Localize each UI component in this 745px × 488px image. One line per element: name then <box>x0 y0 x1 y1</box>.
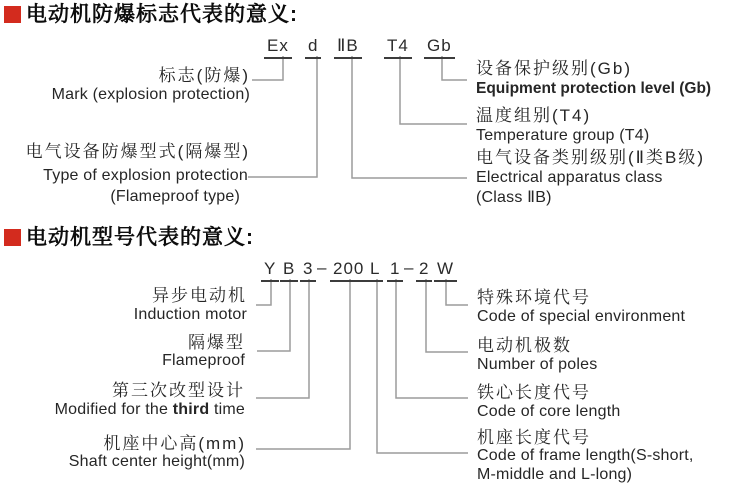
model-part-dash1: – <box>317 258 328 277</box>
label-poles-zh: 电动机极数 <box>477 336 572 355</box>
label-modified-zh: 第三次改型设计 <box>112 381 245 400</box>
label-core-en: Code of core length <box>477 403 621 420</box>
label-environment-en: Code of special environment <box>477 308 686 325</box>
code-part-gb: Gb <box>424 37 455 59</box>
model-part-200: 200 <box>330 260 367 282</box>
label-epl-en: Equipment protection level (Gb) <box>476 80 712 97</box>
label-type-zh: 电气设备防爆型式(隔爆型) <box>25 142 250 161</box>
label-class-zh: 电气设备类别级别(Ⅱ类B级) <box>476 148 706 167</box>
model-part-2: 2 <box>416 260 432 282</box>
code-part-ex: Ex <box>264 37 292 59</box>
model-part-y: Y <box>261 260 279 282</box>
label-mark-zh: 标志(防爆) <box>158 66 250 85</box>
model-part-1: 1 <box>387 260 403 282</box>
label-class-en: Electrical apparatus class <box>476 169 663 186</box>
label-flameproof-en: Flameproof <box>162 352 245 369</box>
label-temp-en: Temperature group (T4) <box>476 127 650 144</box>
label-shaft-zh: 机座中心高(mm) <box>103 434 246 453</box>
label-flameproof-zh: 隔爆型 <box>188 333 245 352</box>
model-part-b: B <box>280 260 298 282</box>
label-poles-en: Number of poles <box>477 356 598 373</box>
label-modified-en-pre: Modified for the <box>54 401 173 418</box>
code-part-d: d <box>305 37 321 59</box>
model-part-l: L <box>367 260 383 282</box>
label-modified-en-em: third <box>172 401 210 418</box>
label-temp-zh: 温度组别(T4) <box>476 106 592 125</box>
label-type-en2: (Flameproof type) <box>110 188 240 205</box>
label-mark-en: Mark (explosion protection) <box>51 86 250 103</box>
code-part-t4: T4 <box>384 37 412 59</box>
section2-title <box>4 227 254 248</box>
label-shaft-en: Shaft center height(mm) <box>68 453 245 470</box>
section2-title-text: 电动机型号代表的意义: <box>26 226 254 249</box>
label-class-en2: (Class ⅡB) <box>476 189 552 206</box>
label-frame-en: Code of frame length(S-short, <box>477 447 694 464</box>
label-type-en: Type of explosion protection <box>43 167 248 184</box>
label-modified-en-post: time <box>209 401 245 418</box>
model-part-w: W <box>434 260 457 282</box>
label-frame-zh: 机座长度代号 <box>477 428 591 447</box>
label-environment-zh: 特殊环境代号 <box>477 288 591 307</box>
label-core-zh: 铁心长度代号 <box>477 383 591 402</box>
section1-title-text: 电动机防爆标志代表的意义: <box>26 3 298 26</box>
code-part-2b: ⅡB <box>334 37 362 59</box>
label-epl-zh: 设备保护级别(Gb) <box>476 59 632 78</box>
label-induction-en: Induction motor <box>133 306 247 323</box>
label-induction-zh: 异步电动机 <box>152 286 247 305</box>
label-frame-en2: M-middle and L-long) <box>477 466 633 483</box>
label-modified-en <box>55 402 245 418</box>
model-part-dash2: – <box>404 258 415 277</box>
model-part-3: 3 <box>300 260 316 282</box>
red-square-bullet-icon <box>4 229 21 246</box>
